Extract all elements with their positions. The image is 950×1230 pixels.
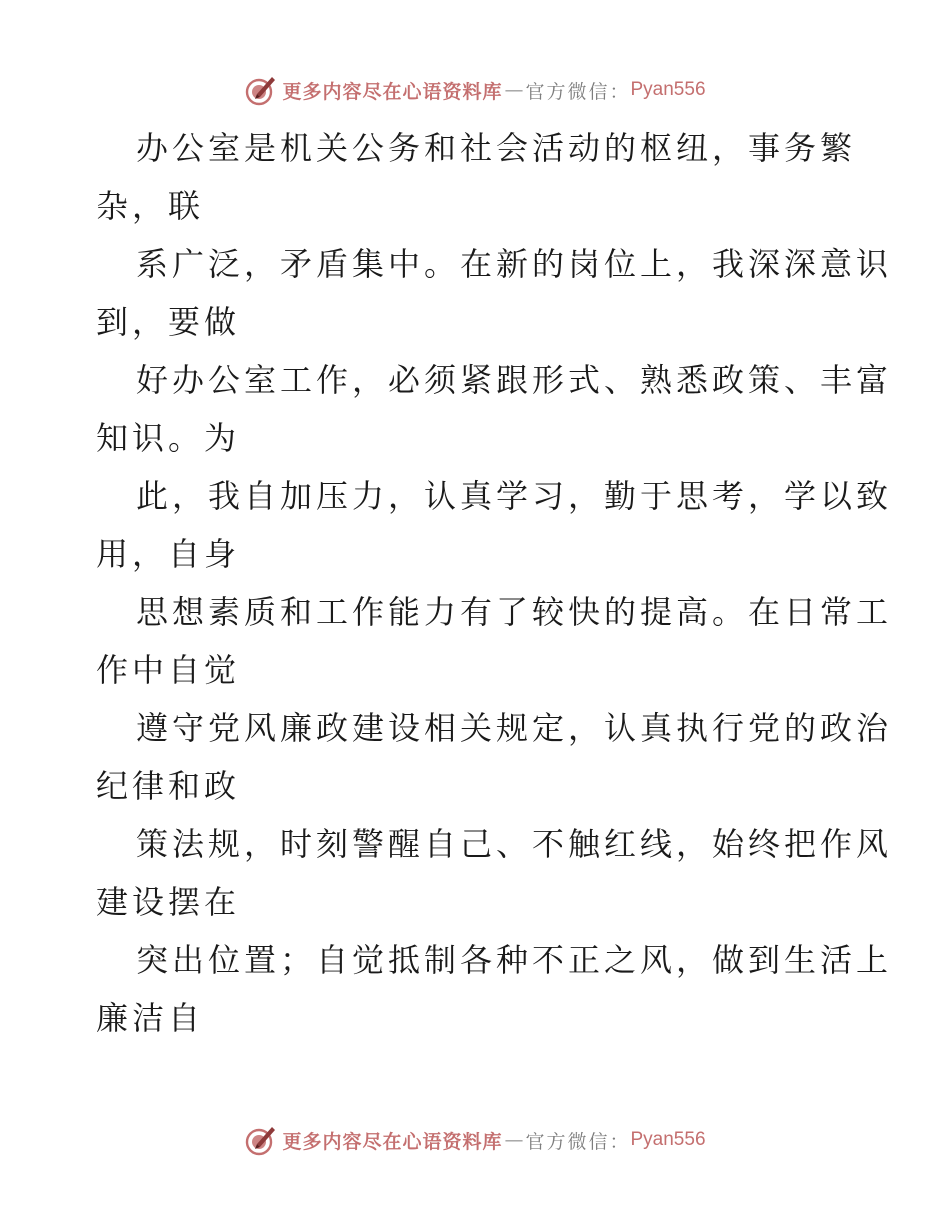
body-line: 遵守党风廉政建设相关规定，认真执行党的政治 <box>136 709 893 747</box>
body-line: 廉洁自 <box>96 999 205 1037</box>
body-line: 用，自身 <box>96 535 241 573</box>
banner-brand-text: 更多内容尽在心语资料库 <box>282 1130 503 1153</box>
body-line: 系广泛，矛盾集中。在新的岗位上，我深深意识 <box>136 245 893 283</box>
body-line: 办公室是机关公务和社会活动的枢纽，事务繁 <box>136 129 857 167</box>
body-line: 建设摆在 <box>96 883 241 921</box>
pen-logo-icon <box>244 73 278 107</box>
body-line: 纪律和政 <box>96 767 241 805</box>
body-line: 突出位置；自觉抵制各种不正之风，做到生活上 <box>136 941 893 979</box>
body-line: 好办公室工作，必须紧跟形式、熟悉政策、丰富 <box>136 361 893 399</box>
body-line: 此，我自加压力，认真学习，勤于思考，学以致 <box>136 477 893 515</box>
body-line: 知识。为 <box>96 419 241 457</box>
pen-logo-icon <box>244 1123 278 1157</box>
banner-separator: — <box>504 79 524 101</box>
banner-wechat-id: Pyan556 <box>630 1129 706 1150</box>
banner-separator: — <box>504 1129 524 1151</box>
banner-wechat-label: 官方微信： <box>525 1130 631 1153</box>
banner-brand-text: 更多内容尽在心语资料库 <box>282 80 503 103</box>
banner-wechat-id: Pyan556 <box>630 79 706 100</box>
body-line: 思想素质和工作能力有了较快的提高。在日常工 <box>136 593 893 631</box>
body-line: 到，要做 <box>96 303 241 341</box>
body-line: 杂，联 <box>96 187 205 225</box>
body-line: 策法规，时刻警醒自己、不触红线，始终把作风 <box>136 825 893 863</box>
header-banner <box>0 70 950 110</box>
body-line: 作中自觉 <box>96 651 241 689</box>
footer-banner <box>0 1120 950 1160</box>
banner-wechat-label: 官方微信： <box>525 80 631 103</box>
